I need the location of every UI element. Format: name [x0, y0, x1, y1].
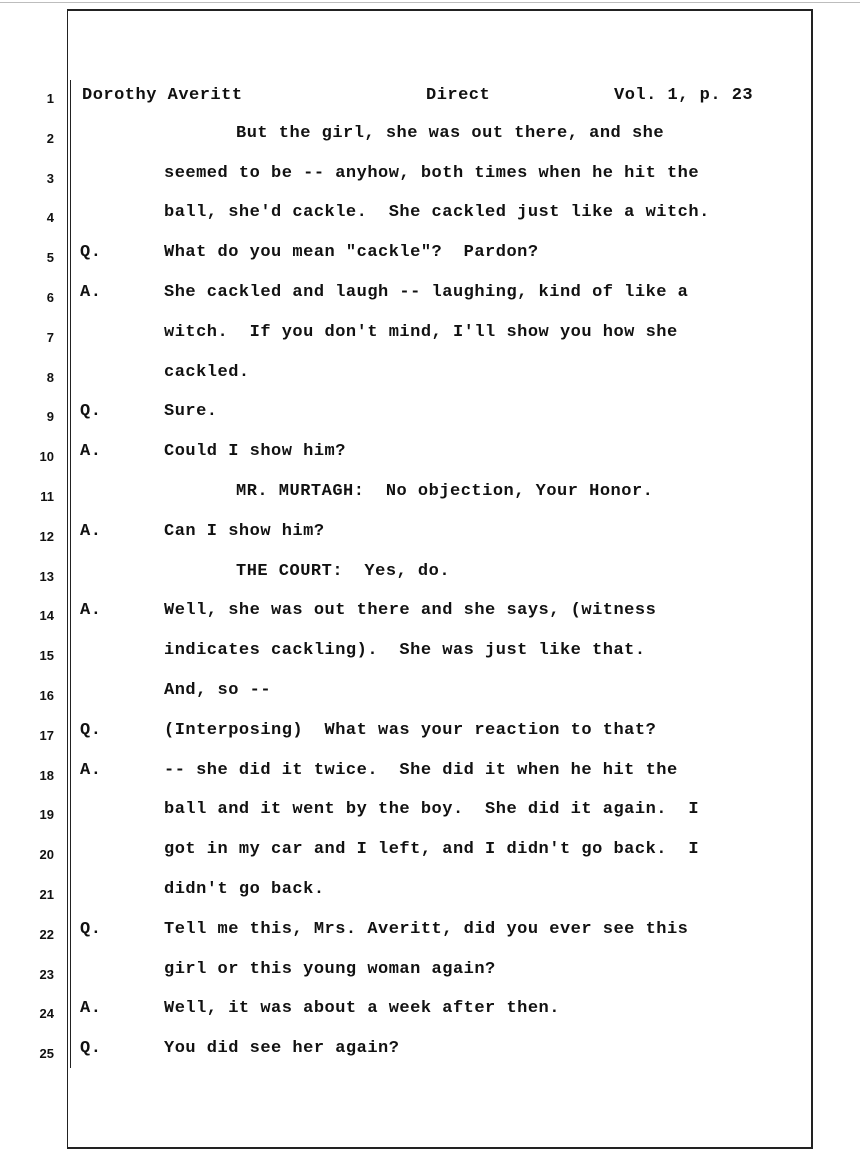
- transcript-line: [0, 873, 860, 913]
- line-number: 11: [40, 489, 54, 504]
- line-number: 8: [46, 369, 54, 385]
- line-number: 19: [39, 807, 54, 823]
- line-number: 4: [46, 210, 54, 226]
- transcript-line: [0, 674, 860, 714]
- transcript-line: [0, 594, 860, 634]
- line-number: 6: [46, 290, 54, 305]
- line-text: didn't go back.: [164, 880, 325, 899]
- line-number: 25: [39, 1046, 54, 1062]
- transcript-line: [0, 1032, 860, 1072]
- line-number: 23: [39, 966, 54, 982]
- line-text: ball and it went by the boy. She did it again. I: [164, 800, 700, 820]
- line-number: 12: [39, 528, 54, 544]
- speaker-label: Q.: [80, 919, 102, 939]
- line-number: 10: [39, 449, 54, 465]
- line-number: 20: [39, 847, 54, 863]
- line-number: 14: [39, 608, 54, 624]
- line-text: Well, she was out there and she says, (witness: [164, 601, 657, 621]
- line-text: And, so --: [164, 681, 272, 700]
- transcript-line: [0, 992, 860, 1032]
- line-text: witch. If you don't mind, I'll show you how she: [164, 322, 678, 342]
- line-text: Sure.: [164, 402, 218, 422]
- line-text: indicates cackling). She was just like that.: [164, 641, 646, 661]
- speaker-label: A.: [80, 521, 102, 541]
- line-number: 18: [39, 767, 54, 783]
- line-number: 9: [46, 409, 54, 425]
- line-text: -- she did it twice. She did it when he hit the: [164, 760, 678, 780]
- speaker-label: Q.: [80, 402, 102, 422]
- line-text: seemed to be -- anyhow, both times when he hit the: [164, 163, 700, 183]
- line-number: 1: [46, 91, 54, 106]
- transcript-line: [0, 913, 860, 953]
- line-text: She cackled and laugh -- laughing, kind of like a: [164, 283, 689, 302]
- transcript-line: [0, 196, 860, 236]
- transcript-line: [0, 157, 860, 197]
- line-text: But the girl, she was out there, and she: [236, 123, 665, 143]
- transcript-line: [0, 316, 860, 356]
- line-text: cackled.: [164, 362, 250, 382]
- speaker-label: A.: [80, 999, 102, 1019]
- line-number: 15: [39, 648, 54, 664]
- transcript-line: [0, 555, 860, 595]
- line-text: ball, she'd cackle. She cackled just like a witch.: [164, 203, 710, 223]
- line-text: You did see her again?: [164, 1039, 400, 1059]
- line-text: (Interposing) What was your reaction to that?: [164, 720, 657, 740]
- line-text: got in my car and I left, and I didn't go back. I: [164, 840, 700, 860]
- line-text: Could I show him?: [164, 442, 346, 462]
- speaker-label: A.: [80, 442, 102, 462]
- line-number: 3: [46, 170, 54, 186]
- examination-type: Direct: [426, 86, 491, 105]
- speaker-label: A.: [80, 283, 102, 302]
- transcript-line: [0, 356, 860, 396]
- transcript-line: [0, 395, 860, 435]
- transcript-line: [0, 793, 860, 833]
- line-number: 24: [39, 1006, 54, 1022]
- transcript-line: [0, 475, 860, 515]
- line-number: 5: [46, 250, 54, 266]
- transcript-line: [0, 117, 860, 157]
- line-number: 17: [39, 727, 54, 743]
- line-number: 2: [46, 130, 54, 146]
- speaker-label: Q.: [80, 1039, 102, 1059]
- transcript-line: [0, 634, 860, 674]
- line-text: MR. MURTAGH: No objection, Your Honor.: [236, 482, 654, 501]
- line-number: 7: [46, 329, 54, 345]
- transcript-line: [0, 236, 860, 276]
- line-text: Can I show him?: [164, 521, 325, 541]
- transcript-line: [0, 515, 860, 555]
- speaker-label: A.: [80, 760, 102, 780]
- transcript-line: [0, 833, 860, 873]
- line-number: 16: [39, 688, 54, 703]
- line-text: girl or this young woman again?: [164, 959, 496, 979]
- witness-name: Dorothy Averitt: [82, 86, 243, 105]
- line-number: 22: [39, 926, 54, 942]
- transcript-line: [0, 435, 860, 475]
- line-number: 13: [39, 568, 54, 584]
- transcript-line: [0, 77, 860, 117]
- transcript-line: [0, 276, 860, 316]
- volume-page: Vol. 1, p. 23: [614, 86, 754, 105]
- transcript-line: [0, 953, 860, 993]
- speaker-label: Q.: [80, 243, 102, 263]
- top-rule: [0, 2, 860, 3]
- line-text: THE COURT: Yes, do.: [236, 561, 451, 581]
- speaker-label: Q.: [80, 720, 102, 740]
- line-number: 21: [39, 887, 54, 902]
- line-text: Tell me this, Mrs. Averitt, did you ever see this: [164, 919, 689, 939]
- line-text: Well, it was about a week after then.: [164, 999, 560, 1019]
- speaker-label: A.: [80, 601, 102, 621]
- line-text: What do you mean "cackle"? Pardon?: [164, 243, 539, 263]
- transcript-line: [0, 714, 860, 754]
- transcript-line: [0, 754, 860, 794]
